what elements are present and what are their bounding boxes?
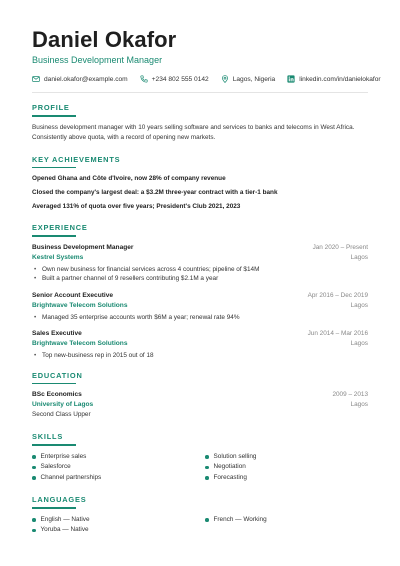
section-underline [32, 235, 76, 237]
education-school: University of Lagos [32, 401, 94, 408]
location-pin-icon [221, 75, 229, 83]
skill-item: Negotiation [205, 462, 368, 473]
profile-section [32, 103, 368, 143]
languages-heading: LANGUAGES [32, 495, 87, 504]
job-bullet: • Managed 35 enterprise accounts worth $6M a year; renewal rate 94% [32, 313, 368, 323]
education-heading: EDUCATION [32, 370, 83, 380]
education-degree: BSc Economics [32, 391, 82, 398]
linkedin-icon [287, 75, 295, 83]
skill-item: Channel partnerships [32, 473, 195, 484]
job-company: Brightwave Telecom Solutions [32, 301, 128, 309]
job-location: Lagos [350, 301, 368, 309]
languages-grid [32, 515, 368, 536]
job-bullets [32, 265, 368, 284]
job-dates: Apr 2016 – Dec 2019 [307, 291, 368, 299]
contact-phone[interactable] [140, 75, 209, 83]
contact-linkedin-text: linkedin.com/in/danielokafor [299, 75, 381, 83]
section-underline [32, 507, 76, 509]
section-underline [32, 167, 76, 169]
job-location: Lagos [350, 340, 368, 347]
skills-grid [32, 452, 368, 484]
job-bullets [32, 351, 368, 361]
education-section [32, 371, 368, 421]
job-title: Senior Account Executive [32, 291, 114, 299]
achievement-item: Averaged 131% of quota over five years; President's Club 2021, 2023 [32, 203, 241, 210]
contact-email[interactable] [32, 75, 128, 83]
job-bullet: • Built a partner channel of 9 resellers contributing $2.1M a year [32, 274, 368, 284]
achievements-heading: KEY ACHIEVEMENTS [32, 154, 121, 164]
candidate-title: Business Development Manager [32, 55, 163, 65]
job-location: Lagos [350, 253, 368, 261]
job-bullets [32, 313, 368, 323]
experience-heading: EXPERIENCE [32, 223, 88, 232]
phone-icon [140, 75, 148, 83]
achievement-item: Closed the company's largest deal: a $3.2M three-year contract with a tier-1 bank [32, 189, 278, 196]
skill-item: Salesforce [32, 462, 195, 473]
section-underline [32, 383, 76, 385]
contact-email-text: daniel.okafor@example.com [44, 75, 128, 83]
education-honours: Second Class Upper [32, 411, 91, 418]
education-dates: 2009 – 2013 [332, 391, 368, 398]
bullet-dot [205, 455, 209, 459]
job-dates: Jan 2020 – Present [312, 243, 368, 251]
profile-heading: PROFILE [32, 103, 70, 112]
job-entry [32, 243, 368, 284]
bullet-dot [32, 476, 36, 480]
bullet-dot [205, 466, 209, 470]
job-dates: Jun 2014 – Mar 2016 [307, 330, 368, 337]
experience-section [32, 223, 368, 361]
contact-location-text: Lagos, Nigeria [232, 75, 276, 83]
header-divider [32, 92, 368, 93]
job-company: Kestrel Systems [32, 253, 84, 261]
bullet-dot [205, 476, 209, 480]
job-bullet: • Own new business for financial services across 4 countries; pipeline of $14M [32, 265, 368, 275]
language-item: English — Native [32, 515, 195, 526]
achievements-section [32, 155, 368, 212]
resume-header [32, 27, 381, 83]
job-title: Business Development Manager [32, 243, 134, 251]
contact-linkedin[interactable] [287, 75, 380, 83]
skill-item: Solution selling [205, 452, 368, 463]
job-entry [32, 329, 368, 361]
profile-text: Business development manager with 10 years selling software and services to banks and telecoms in West Africa. Consistently above quota, with a record of opening new markets. [32, 123, 355, 141]
achievement-item: Opened Ghana and Côte d'Ivoire, now 28% of company revenue [32, 175, 226, 182]
bullet-dot [205, 518, 209, 522]
bullet-dot [32, 529, 36, 533]
bullet-dot [32, 455, 36, 459]
language-item: Yoruba — Native [32, 525, 195, 536]
education-location: Lagos [350, 401, 368, 408]
mail-icon [32, 75, 40, 83]
candidate-name: Daniel Okafor [32, 27, 177, 52]
bullet-dot [32, 466, 36, 470]
bullet-dot [32, 518, 36, 522]
contact-bar [32, 75, 381, 83]
job-company: Brightwave Telecom Solutions [32, 340, 128, 347]
job-entry [32, 291, 368, 323]
section-underline [32, 115, 76, 117]
section-underline [32, 444, 76, 446]
skills-section [32, 432, 368, 483]
contact-location [221, 75, 276, 83]
skill-item: Enterprise sales [32, 452, 195, 463]
job-bullet: • Top new-business rep in 2015 out of 18 [32, 351, 368, 361]
skill-item: Forecasting [205, 473, 368, 484]
contact-phone-text: +234 802 555 0142 [151, 75, 209, 83]
language-item: French — Working [205, 515, 368, 526]
skills-heading: SKILLS [32, 432, 64, 441]
languages-section [32, 495, 368, 536]
job-title: Sales Executive [32, 330, 82, 337]
